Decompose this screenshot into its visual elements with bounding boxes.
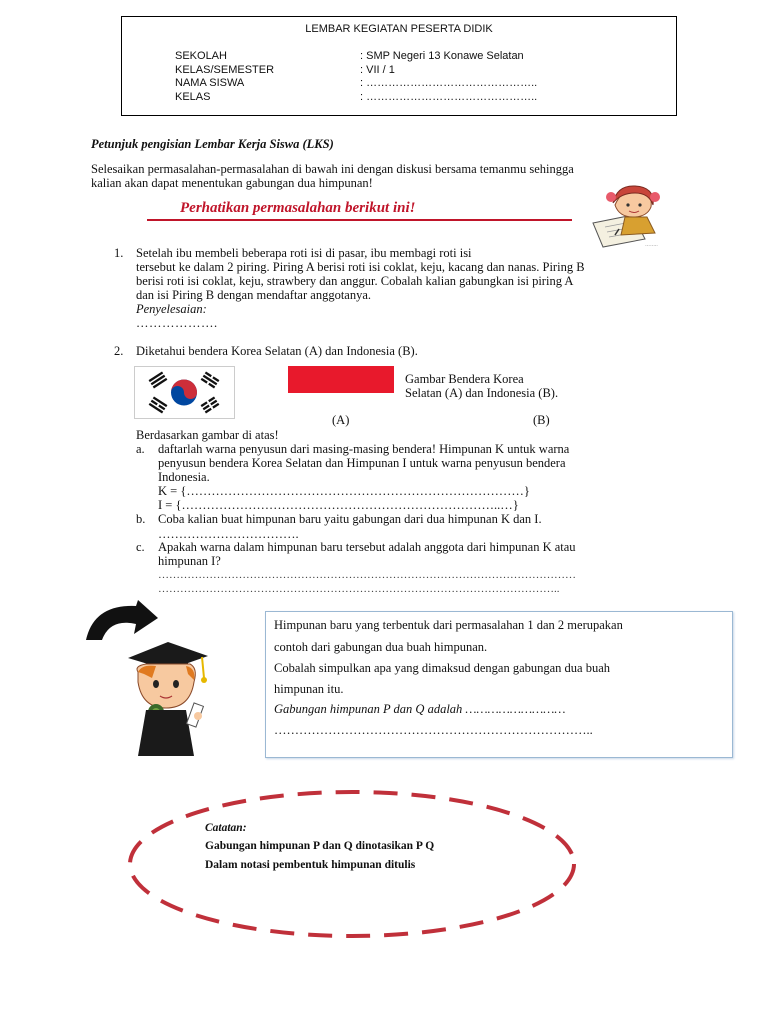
banner-text: Perhatikan permasalahan berikut ini! — [180, 200, 416, 216]
svg-text:……..: …….. — [645, 242, 658, 248]
korea-flag — [134, 366, 235, 419]
instructions-line-1: Selesaikan permasalahan-permasalahan di bawah ini dengan diskusi bersama temanmu sehingga — [91, 162, 574, 176]
item-b-dots: ……………………………. — [158, 527, 299, 541]
header-value-school: : SMP Negeri 13 Konawe Selatan — [360, 50, 524, 62]
problem-1-line-3: berisi roti isi coklat, keju, strawbery dan anggur. Cobalah kalian gabungkan isi piring A — [136, 274, 574, 288]
header-label-class-semester: KELAS/SEMESTER — [175, 64, 275, 76]
instructions-line-2: kalian akan dapat menentukan gabungan dua himpunan! — [91, 176, 373, 190]
problem-2-intro: Diketahui bendera Korea Selatan (A) dan Indonesia (B). — [136, 344, 418, 358]
conclusion-line-4: himpunan itu. — [274, 682, 344, 696]
set-i-answer: I = {…………………………………………………………………..…} — [158, 498, 519, 512]
header-label-school: SEKOLAH — [175, 50, 227, 62]
header-label-student-name: NAMA SISWA — [175, 77, 245, 89]
item-c-letter: c. — [136, 540, 145, 554]
item-b-line-1: Coba kalian buat himpunan baru yaitu gabungan dari dua himpunan K dan I. — [158, 512, 542, 526]
problem-1-line-4: dan isi Piring B dengan mendaftar anggotanya. — [136, 288, 372, 302]
conclusion-line-3: Cobalah simpulkan apa yang dimaksud dengan gabungan dua buah — [274, 661, 611, 675]
note-line-1: Gabungan himpunan P dan Q dinotasikan P Q — [205, 840, 435, 852]
note-title: Catatan: — [205, 822, 247, 834]
header-box — [121, 16, 677, 116]
flag-caption-line-2: Selatan (A) dan Indonesia (B). — [405, 386, 559, 400]
header-value-student-name: : ……………………………………….. — [360, 77, 538, 89]
header-label-class: KELAS — [175, 91, 211, 103]
based-on-text: Berdasarkan gambar di atas! — [136, 428, 279, 442]
set-k-answer: K = {………………………………………………………………………} — [158, 484, 530, 498]
curved-arrow-icon — [84, 600, 176, 642]
item-c-dots-2: ……………………………………………………………………………………………….. — [158, 583, 560, 595]
girl-writing-illustration — [585, 183, 671, 249]
item-a-letter: a. — [136, 442, 145, 456]
conclusion-box — [265, 611, 733, 758]
conclusion-line-1: Himpunan baru yang terbentuk dari permasalahan 1 dan 2 merupakan — [274, 618, 623, 632]
problem-1-number: 1. — [114, 246, 124, 260]
item-c-line-1: Apakah warna dalam himpunan baru tersebut adalah anggota dari himpunan K atau — [158, 540, 576, 554]
problem-1-answer-dots: ………………. — [136, 316, 218, 330]
indonesia-flag-red — [288, 366, 394, 393]
problem-1-answer-label: Penyelesaian: — [136, 302, 207, 316]
conclusion-line-6: ………………………………………………………………….. — [274, 723, 593, 737]
item-a-line-3: Indonesia. — [158, 470, 210, 484]
item-a-line-1: daftarlah warna penyusun dari masing-masing bendera! Himpunan K untuk warna — [158, 442, 570, 456]
banner-underline — [147, 219, 572, 221]
problem-2-number: 2. — [114, 344, 124, 358]
flag-label-a: (A) — [332, 413, 350, 427]
item-b-letter: b. — [136, 512, 146, 526]
instructions-heading: Petunjuk pengisian Lembar Kerja Siswa (LKS) — [91, 137, 334, 151]
conclusion-line-2: contoh dari gabungan dua buah himpunan. — [274, 640, 488, 654]
item-a-line-2: penyusun bendera Korea Selatan dan Himpunan I untuk warna penyusun bendera — [158, 456, 566, 470]
header-title: LEMBAR KEGIATAN PESERTA DIDIK — [305, 23, 493, 35]
indonesia-flag — [288, 366, 394, 420]
flag-caption-line-1: Gambar Bendera Korea — [405, 372, 524, 386]
flag-label-b: (B) — [533, 413, 550, 427]
item-c-dots-1: …………………………………………………………………………………………………… — [158, 569, 576, 581]
graduate-boy-illustration — [116, 638, 216, 758]
header-value-class-semester: : VII / 1 — [360, 64, 395, 76]
problem-1-line-2: tersebut ke dalam 2 piring. Piring A berisi roti isi coklat, keju, kacang dan nanas. Piring B — [136, 260, 585, 274]
conclusion-line-5: Gabungan himpunan P dan Q adalah ……………………… — [274, 702, 566, 716]
item-c-line-2: himpunan I? — [158, 554, 221, 568]
header-value-class: : ……………………………………….. — [360, 91, 538, 103]
note-line-2: Dalam notasi pembentuk himpunan ditulis — [205, 859, 416, 871]
problem-1-line-1: Setelah ibu membeli beberapa roti isi di pasar, ibu membagi roti isi — [136, 246, 472, 260]
